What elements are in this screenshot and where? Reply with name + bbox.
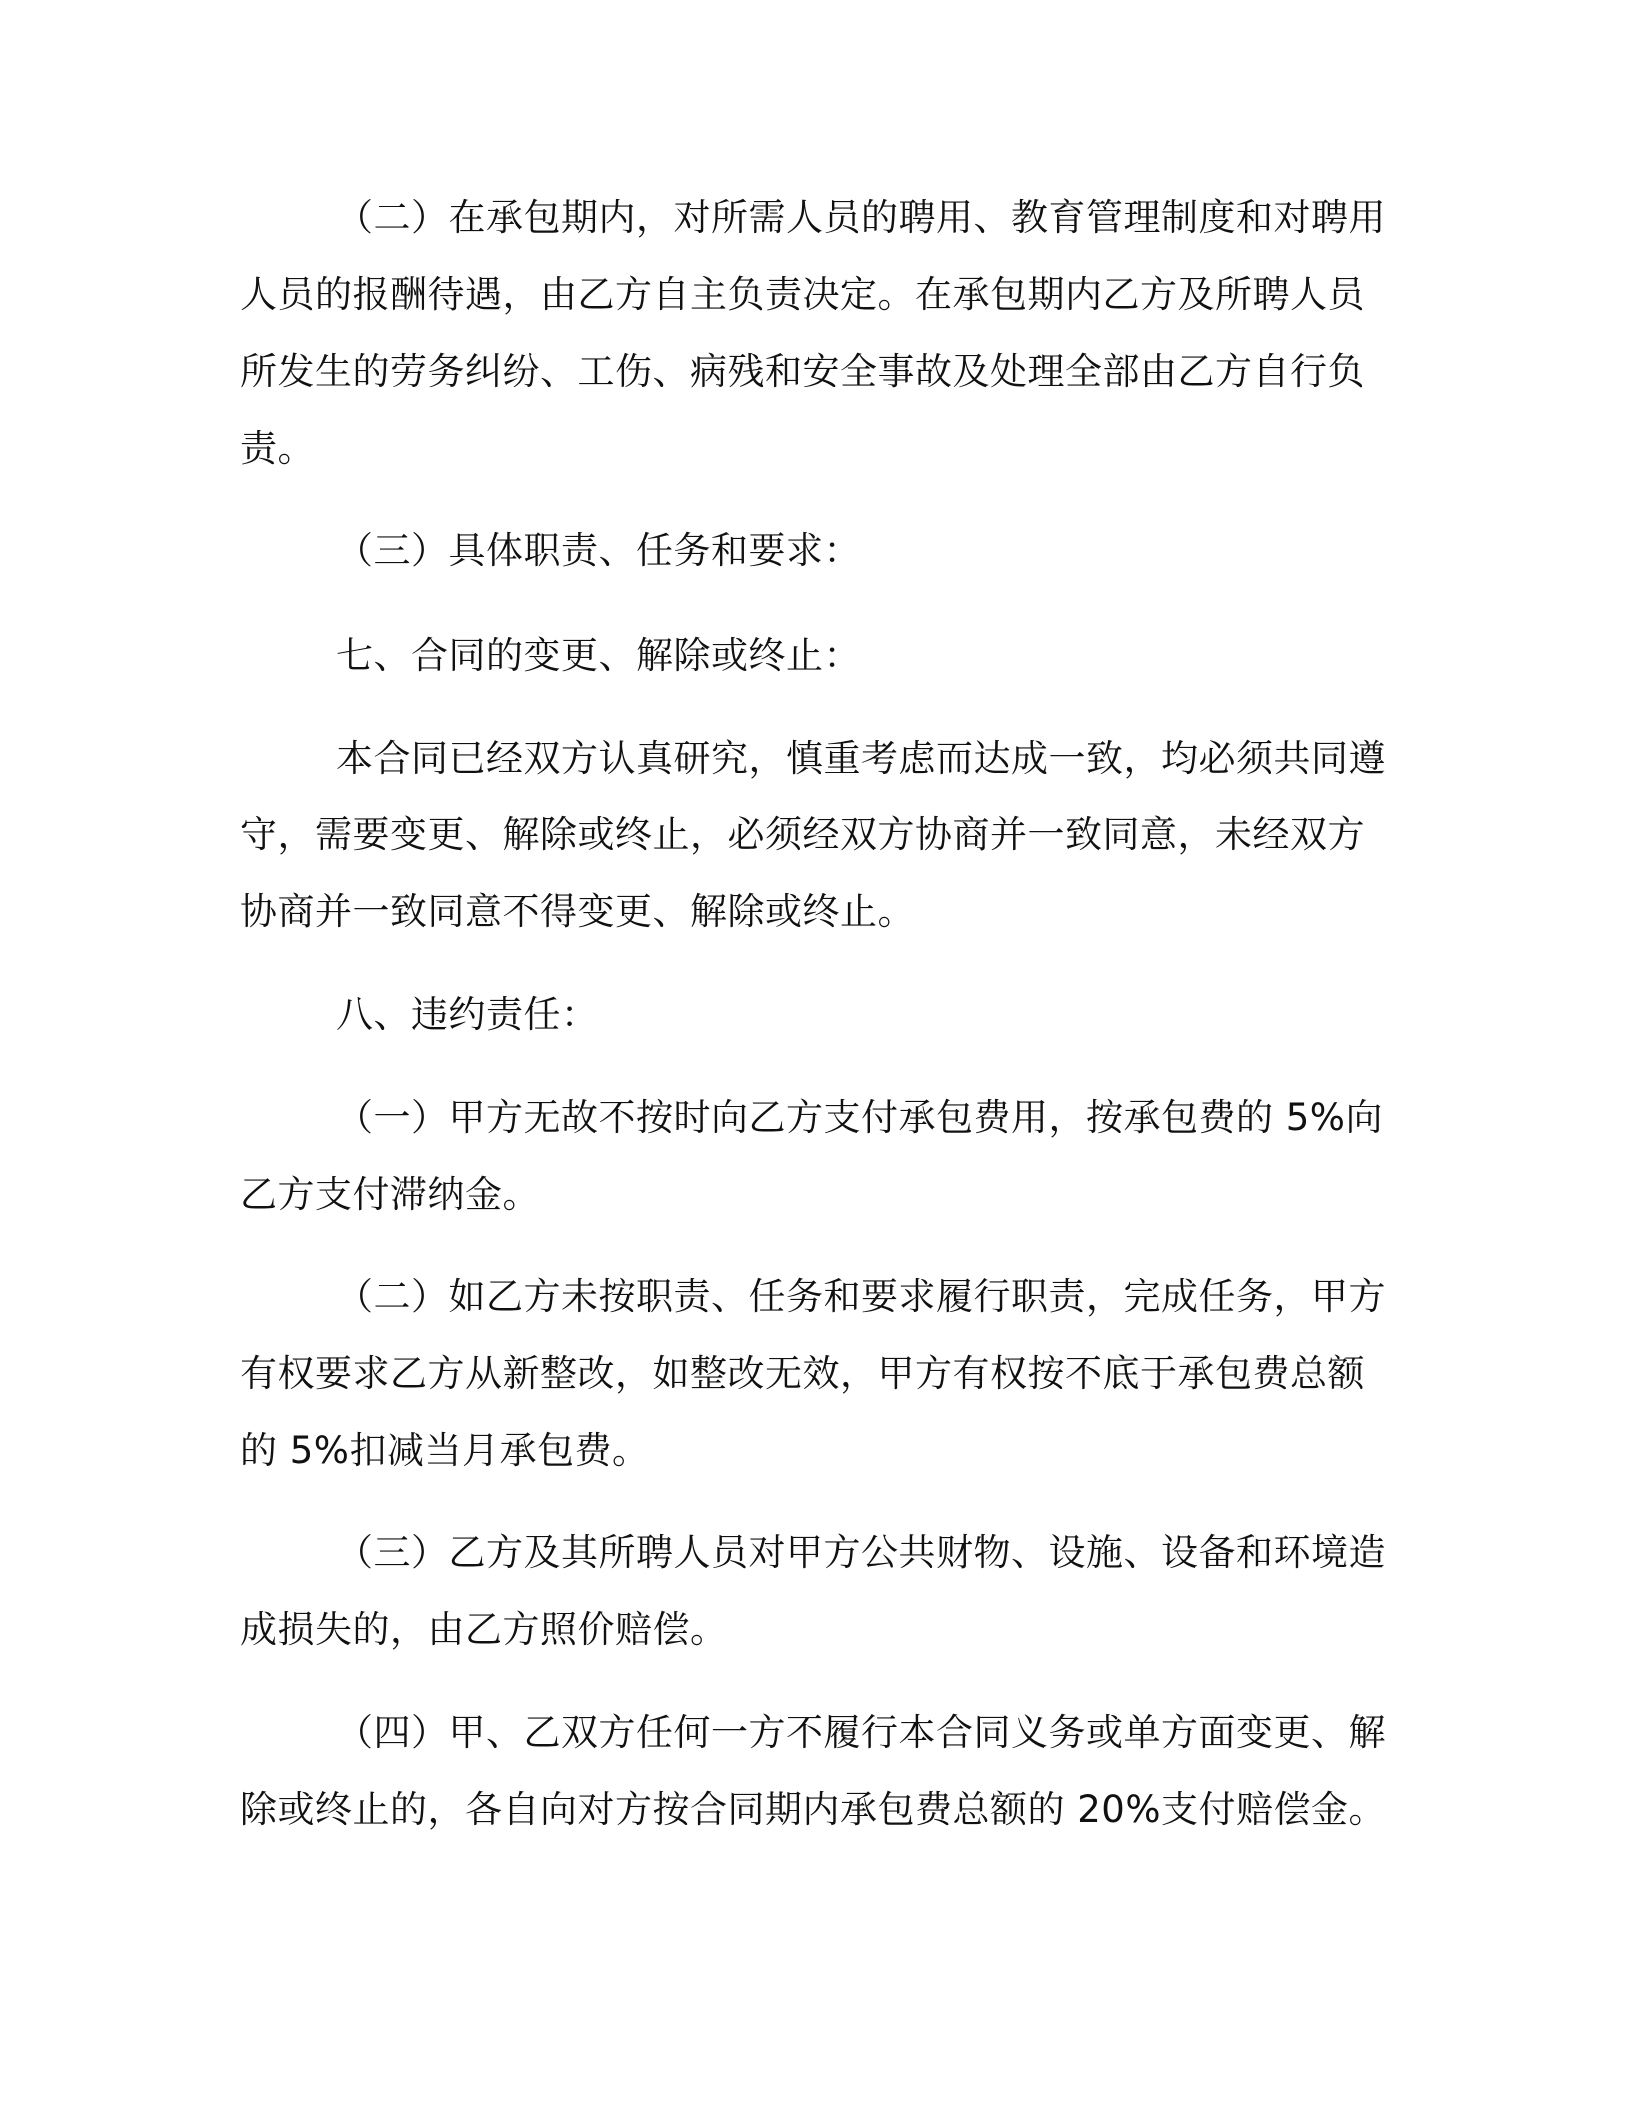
clause-8-2-line-2: 有权要求乙方从新整改，如整改无效，甲方有权按不底于承包费总额 bbox=[240, 1352, 1365, 1395]
clause-8-4-line-2: 除或终止的，各自向对方按合同期内承包费总额的 20%支付赔偿金。 bbox=[240, 1788, 1386, 1831]
clause-6-2-line-1: （二）在承包期内，对所需人员的聘用、教育管理制度和对聘用 bbox=[336, 196, 1386, 239]
clause-8-4-line-1: （四）甲、乙双方任何一方不履行本合同义务或单方面变更、解 bbox=[336, 1711, 1386, 1754]
clause-8-2-line-1: （二）如乙方未按职责、任务和要求履行职责，完成任务，甲方 bbox=[336, 1275, 1386, 1318]
clause-6-3-line-1: （三）具体职责、任务和要求： bbox=[336, 529, 861, 572]
clause-7-body-line-1: 本合同已经双方认真研究，慎重考虑而达成一致，均必须共同遵 bbox=[336, 737, 1386, 780]
section-heading-7: 七、合同的变更、解除或终止： bbox=[336, 634, 861, 677]
clause-8-1-line-2: 乙方支付滞纳金。 bbox=[240, 1173, 540, 1216]
clause-7-body-line-2: 守，需要变更、解除或终止，必须经双方协商并一致同意，未经双方 bbox=[240, 813, 1365, 856]
clause-8-1-line-1: （一）甲方无故不按时向乙方支付承包费用，按承包费的 5%向 bbox=[336, 1096, 1383, 1139]
clause-8-3-line-2: 成损失的，由乙方照价赔偿。 bbox=[240, 1608, 728, 1651]
section-heading-8: 八、违约责任： bbox=[336, 993, 599, 1036]
clause-7-body-line-3: 协商并一致同意不得变更、解除或终止。 bbox=[240, 890, 915, 933]
clause-6-2-line-2: 人员的报酬待遇，由乙方自主负责决定。在承包期内乙方及所聘人员 bbox=[240, 273, 1365, 316]
clause-6-2-line-3: 所发生的劳务纠纷、工伤、病残和安全事故及处理全部由乙方自行负 bbox=[240, 350, 1365, 393]
clause-8-2-line-3: 的 5%扣减当月承包费。 bbox=[240, 1429, 650, 1472]
clause-6-2-line-4: 责。 bbox=[240, 427, 315, 470]
clause-8-3-line-1: （三）乙方及其所聘人员对甲方公共财物、设施、设备和环境造 bbox=[336, 1531, 1386, 1574]
